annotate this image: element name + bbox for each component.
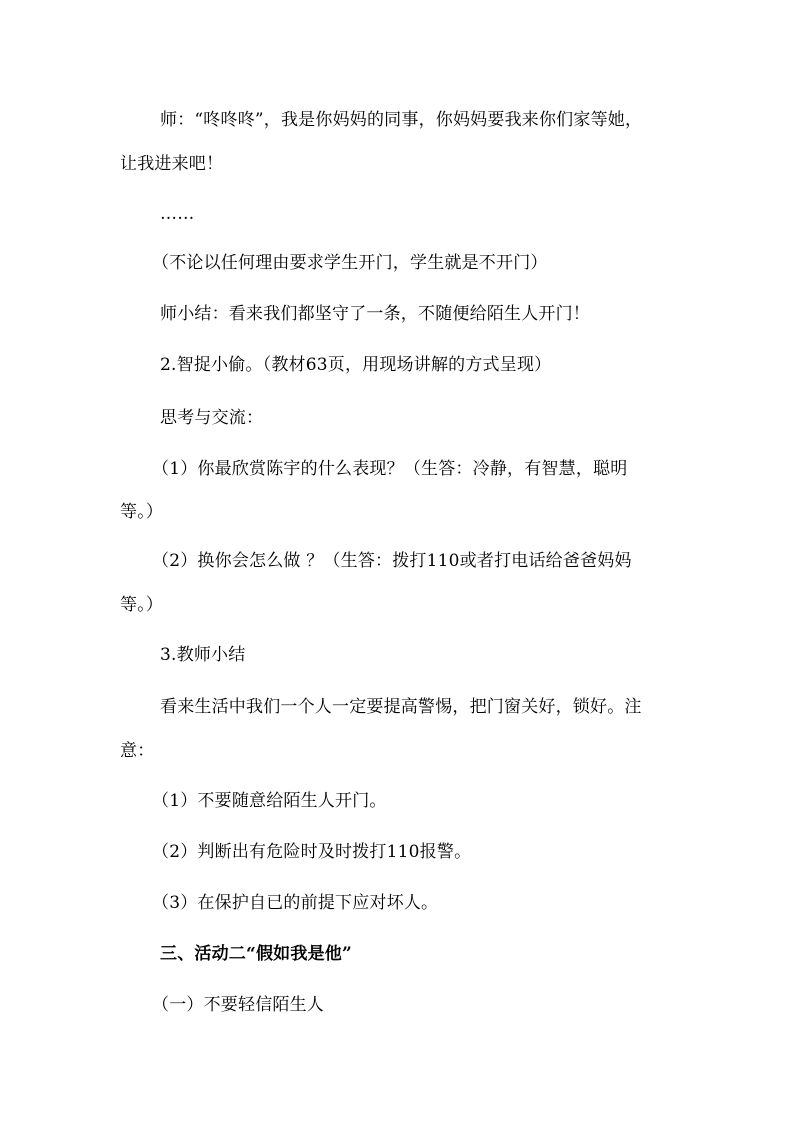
paragraph-tip1: （1）不要随意给陌生人开门。 bbox=[152, 791, 387, 811]
paragraph-question2-line1: （2）换你会怎么做 ？（生答：拨打110或者打电话给爸爸妈妈 bbox=[152, 551, 632, 571]
section-heading-activity2: 三、活动二“假如我是他” bbox=[160, 944, 352, 964]
paragraph-question2-line2: 等。） bbox=[120, 595, 164, 615]
paragraph-catch-thief: 2.智捉小偷。（教材63页，用现场讲解的方式呈现） bbox=[160, 355, 552, 375]
paragraph-alert-line2: 意： bbox=[120, 741, 155, 761]
paragraph-teacher-knock-line2: 让我进来吧！ bbox=[120, 154, 224, 174]
paragraph-teacher-summary: 师小结：看来我们都坚守了一条，不随便给陌生人开门！ bbox=[160, 304, 590, 324]
paragraph-teacher-knock-line1: 师：“咚咚咚”，我是你妈妈的同事，你妈妈要我来你们家等她， bbox=[160, 110, 643, 130]
paragraph-question1-line1: （1）你最欣赏陈宇的什么表现？（生答：冷静，有智慧，聪明 bbox=[152, 459, 628, 479]
paragraph-teacher-conclusion-heading: 3.教师小结 bbox=[160, 645, 246, 665]
paragraph-ellipsis: …… bbox=[160, 204, 195, 224]
paragraph-alert-line1: 看来生活中我们一个人一定要提高警惕，把门窗关好，锁好。注 bbox=[160, 697, 642, 717]
paragraph-question1-line2: 等。） bbox=[120, 502, 164, 522]
subsection-heading-strangers: （一）不要轻信陌生人 bbox=[152, 995, 324, 1015]
paragraph-stage-note: （不论以任何理由要求学生开门，学生就是不开门） bbox=[152, 253, 548, 273]
paragraph-tip3: （3）在保护自已的前提下应对坏人。 bbox=[152, 893, 439, 913]
paragraph-tip2: （2）判断出有危险时及时拨打110报警。 bbox=[152, 842, 472, 862]
paragraph-discussion-heading: 思考与交流： bbox=[160, 408, 264, 428]
